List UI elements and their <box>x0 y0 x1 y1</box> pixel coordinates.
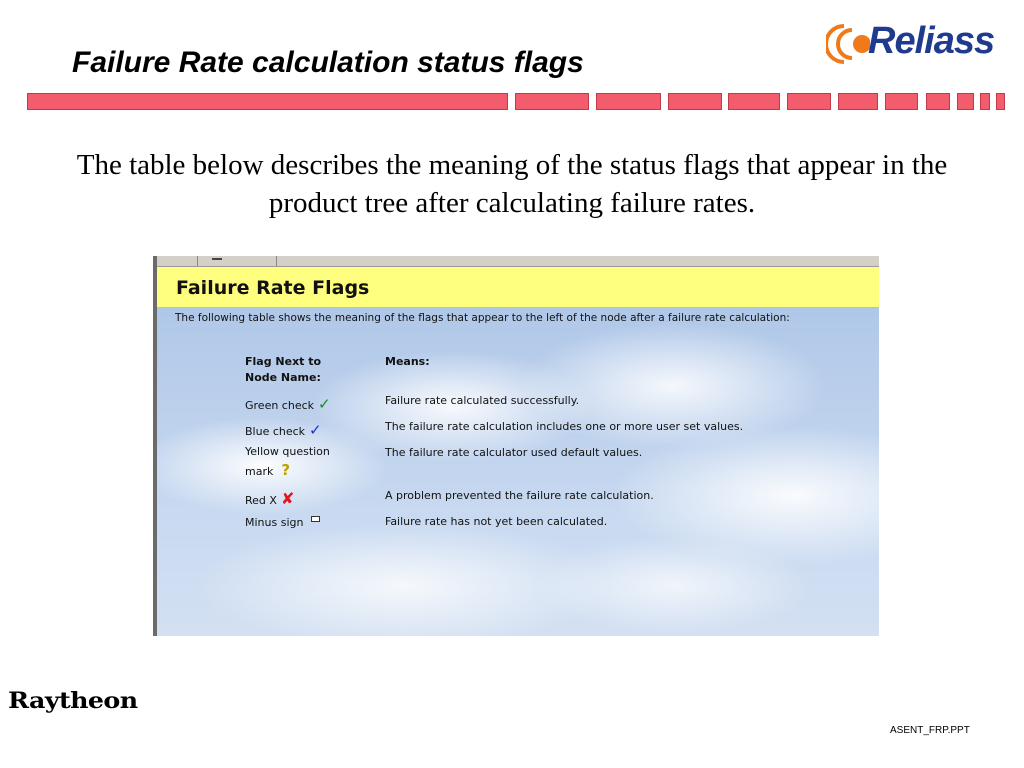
bar-segment <box>596 93 661 110</box>
bar-segment <box>957 93 974 110</box>
bar-segment <box>787 93 831 110</box>
reliass-swoosh-icon <box>826 22 870 66</box>
green-check-icon: ✓ <box>318 395 331 413</box>
table-row-flag <box>245 395 365 415</box>
flag-label: Green check <box>245 399 315 412</box>
bar-segment <box>838 93 878 110</box>
reliass-logo-text: Reliass <box>868 20 995 62</box>
screenshot-tab[interactable] <box>197 256 277 266</box>
screenshot-tab-bar <box>157 256 879 267</box>
red-x-icon: ✘ <box>280 489 295 508</box>
bar-segment <box>515 93 589 110</box>
bar-segment <box>996 93 1005 110</box>
flag-label: Yellow question <box>245 445 330 458</box>
table-row-flag <box>245 514 365 532</box>
table-row-meaning: The failure rate calculator used default values. <box>385 446 643 459</box>
footer-filename: ASENT_FRP.PPT <box>890 725 970 736</box>
embedded-screenshot <box>153 256 879 636</box>
decorative-bar-strip <box>27 93 1007 111</box>
yellow-question-mark-icon: ? <box>281 461 291 479</box>
raytheon-logo: Raytheon <box>8 688 138 714</box>
bar-segment <box>926 93 950 110</box>
table-row-meaning: Failure rate has not yet been calculated. <box>385 515 608 528</box>
flag-column-header-line: Node Name: <box>245 371 321 384</box>
flag-label: Blue check <box>245 425 306 438</box>
table-row-meaning: Failure rate calculated successfully. <box>385 394 580 407</box>
table-row-flag <box>245 490 365 510</box>
minimize-icon <box>212 258 222 260</box>
bar-segment <box>668 93 722 110</box>
table-row-flag <box>245 421 365 441</box>
flag-column-header <box>245 354 321 386</box>
minus-sign-icon <box>311 516 320 522</box>
screenshot-header <box>157 267 879 308</box>
intro-text: The table below describes the meaning of the status flags that appear in the product tree after calculating failure rates. <box>76 149 948 219</box>
flag-label: Minus sign <box>245 516 304 529</box>
bar-segment <box>27 93 508 110</box>
blue-check-icon: ✓ <box>309 421 322 439</box>
bar-segment <box>980 93 990 110</box>
table-row-meaning: A problem prevented the failure rate calculation. <box>385 489 654 502</box>
table-row-flag <box>245 443 365 481</box>
bar-segment <box>728 93 780 110</box>
panel-description: The following table shows the meaning of the flags that appear to the left of the node after a failure rate calculation: <box>175 312 790 324</box>
flag-label: mark <box>245 465 274 478</box>
reliass-logo <box>826 18 1010 70</box>
flag-column-header-line: Flag Next to <box>245 355 322 368</box>
flag-label: Red X <box>245 494 277 507</box>
bar-segment <box>885 93 918 110</box>
means-column-header: Means: <box>385 355 430 368</box>
screenshot-left-edge <box>153 256 157 636</box>
slide-title: Failure Rate calculation status flags <box>72 46 584 79</box>
panel-title: Failure Rate Flags <box>176 277 370 299</box>
table-row-meaning: The failure rate calculation includes one or more user set values. <box>385 420 744 433</box>
